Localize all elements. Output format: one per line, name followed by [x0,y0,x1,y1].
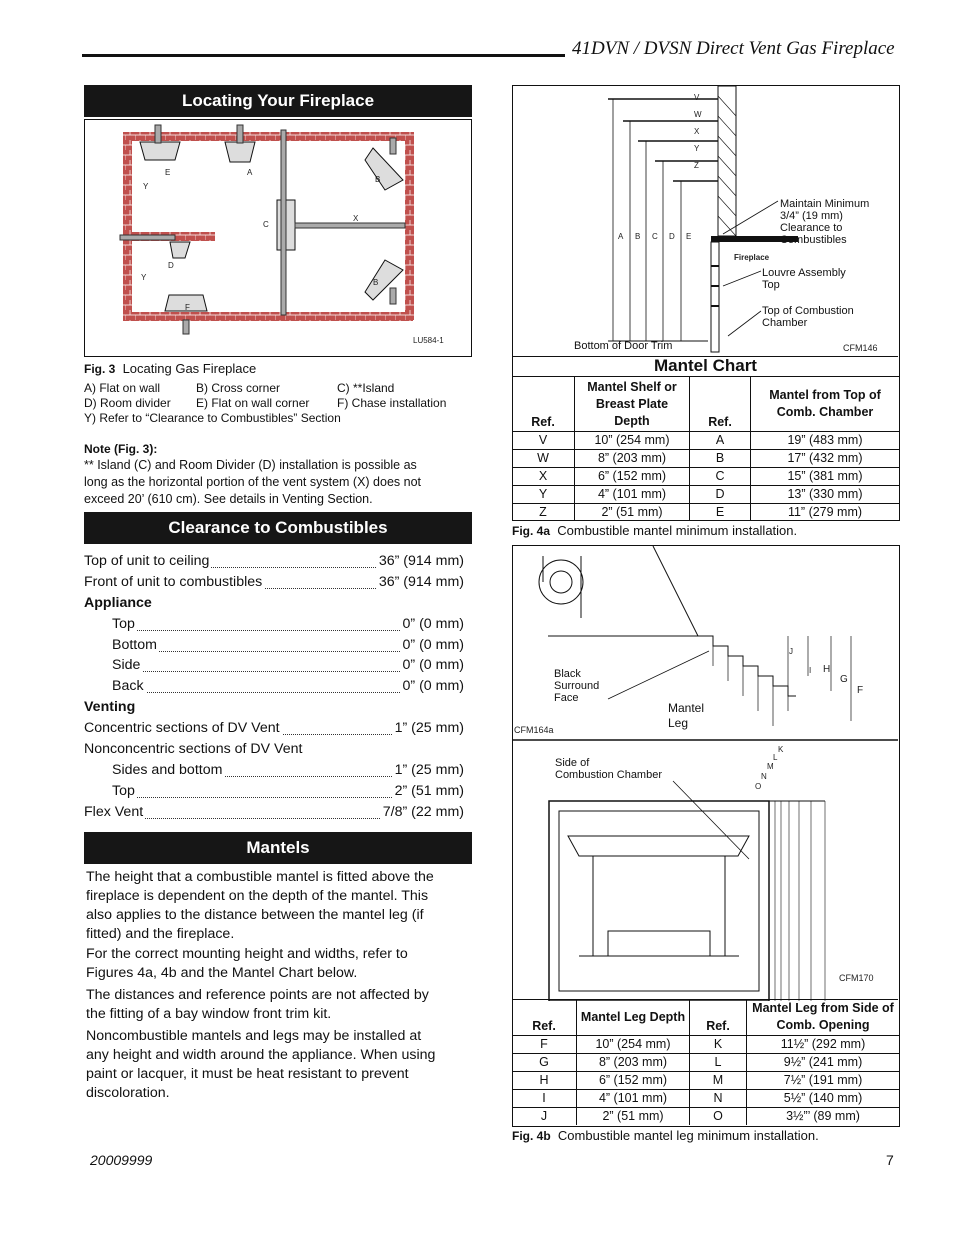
fig4a-code: CFM146 [843,343,878,353]
text-line: Surround [554,680,600,692]
cell: I [512,1090,577,1108]
label-D: D [168,261,174,270]
text-line: Combustion Chamber [555,769,662,781]
clearance-label: Bottom [112,637,157,653]
label-M: M [767,762,774,771]
cell: 17” (432 mm) [751,450,900,468]
cell: 10” (254 mm) [577,1036,690,1054]
mantel-leg-table [512,999,899,1125]
clearance-row [84,551,464,572]
cell: 5½” (140 mm) [747,1090,900,1108]
label-H: H [823,664,831,675]
label-B: B [635,232,641,241]
clearance-label: Top [112,616,135,632]
label-B1: B [375,175,381,184]
label-W: W [694,110,702,119]
fig4b-text: Combustible mantel leg minimum installation. [557,1128,819,1143]
text-line: fireplace is dependent on the depth of the mantel. This [86,888,429,904]
col-header: Ref. [512,999,577,1036]
fig4b-code2: CFM170 [839,973,874,983]
mantels-paragraph-4 [86,1027,472,1103]
clearance-value: 1” (25 mm) [393,760,464,781]
label-V: V [694,93,700,102]
note-line-2: long as the horizontal portion of the vent system (X) does not [84,475,421,489]
note-line-3: exceed 20’ (610 cm). See details in Venting Section. [84,492,373,506]
clearance-value: 7/8” (22 mm) [381,802,464,823]
mantel-chart-title: Mantel Chart [654,356,757,375]
text-line: Combustibles [780,234,847,246]
text-line: Top of Combustion [762,305,854,317]
cell: Y [512,486,575,504]
table-row [512,432,899,450]
cell: 2” (51 mm) [577,1108,690,1126]
text-line: the fitting of a bay window front trim kit. [86,1006,332,1022]
label-E: E [165,168,171,177]
text-line: Mantel [668,701,705,715]
maintain-label [780,198,869,246]
mantels-paragraph-1 [86,868,472,944]
cell: 11” (279 mm) [751,504,900,522]
clearance-row [112,655,464,676]
table-header-row [512,377,899,432]
legend-f: F) Chase installation [337,396,447,410]
cell: V [512,432,575,450]
table-row [512,486,899,504]
cell: J [512,1108,577,1126]
cell: G [512,1054,577,1072]
cell: W [512,450,575,468]
fig4b-code1: CFM164a [514,725,554,735]
col-header: Mantel Shelf or Breast Plate Depth [575,377,690,432]
label-Y: Y [694,144,700,153]
mantels-paragraph-3 [86,986,472,1024]
louvre-label [762,267,846,291]
cell: O [690,1108,747,1126]
bottom-label: Bottom of Door Trim [574,340,673,352]
fig3-label: Fig. 3 [84,362,116,376]
note-line-1: ** Island (C) and Room Divider (D) installation is possible as [84,458,417,472]
label-X: X [694,127,700,136]
page-number: 7 [886,1152,894,1168]
col-header: Ref. [690,377,751,432]
topcomb-label [762,305,854,329]
text-line: 3/4” (19 mm) [780,210,843,222]
black-surround-label [554,668,599,704]
clearance-value: 2” (51 mm) [393,781,464,802]
label-I: I [809,666,812,675]
text-line: Face [554,692,579,704]
label-C: C [652,232,658,241]
label-L: L [773,753,778,762]
text-line: paint or lacquer, it must be heat resistant to prevent [86,1066,409,1082]
clearance-label: Top of unit to ceiling [84,553,210,569]
clearance-value: 0” (0 mm) [401,614,464,635]
clearance-row [112,676,464,697]
cell: M [690,1072,747,1090]
text-line: Maintain Minimum [780,198,870,210]
col-header: Mantel Leg Depth [577,999,690,1036]
table-row [512,450,899,468]
label-Z: Z [694,161,699,170]
clearance-row [84,572,464,593]
cell: 7½” (191 mm) [747,1072,900,1090]
clearance-label: Concentric sections of DV Vent [84,720,280,736]
cell: 10” (254 mm) [575,432,690,450]
clearance-label: Sides and bottom [112,762,223,778]
legend-b: B) Cross corner [196,381,281,395]
text-line: Noncombustible mantels and legs may be installed at [86,1028,422,1044]
cell: 11½” (292 mm) [747,1036,900,1054]
fig3-caption [84,361,256,376]
label-J: J [789,647,793,656]
clearance-row [112,781,464,802]
text-line: For the correct mounting height and widths, refer to [86,946,408,962]
page-title: 41DVN / DVSN Direct Vent Gas Fireplace [572,38,895,59]
clearance-value: 36” (914 mm) [377,572,464,593]
nonconcentric-heading: Nonconcentric sections of DV Vent [84,741,303,757]
label-Y2: Y [141,273,147,282]
text-line: Clearance to [780,222,843,234]
section-band-clearance: Clearance to Combustibles [84,512,472,544]
cell: 2” (51 mm) [575,504,690,522]
cell: 15” (381 mm) [751,468,900,486]
fig3-diagram [84,119,472,357]
table-row [512,468,899,486]
text-line: any height and width around the appliance. When using [86,1047,436,1063]
table-row [512,1072,899,1090]
fig4a-text: Combustible mantel minimum installation. [557,523,798,538]
fig3-text: Locating Gas Fireplace [122,361,257,376]
text-line: The distances and reference points are not affected by [86,987,429,1003]
text-line: fitted) and the fireplace. [86,926,235,942]
table-row [512,1108,899,1126]
fig4b-caption [512,1128,819,1143]
cell: A [690,432,751,450]
legend-e: E) Flat on wall corner [196,396,310,410]
clearance-label: Front of unit to combustibles [84,574,263,590]
label-K: K [778,745,784,754]
clearance-row [84,718,464,739]
legend-d: D) Room divider [84,396,171,410]
cell: B [690,450,751,468]
cell: L [690,1054,747,1072]
clearance-label: Back [112,678,144,694]
cell: C [690,468,751,486]
label-N: N [761,772,767,781]
label-D: D [669,232,675,241]
text-line: Chamber [762,317,808,329]
clearance-label: Side [112,657,141,673]
side-chamber-label [555,757,662,781]
label-A: A [247,168,253,177]
cell: Z [512,504,575,522]
text-line: Top [762,279,780,291]
cell: 6” (152 mm) [577,1072,690,1090]
text-line: Louvre Assembly [762,267,846,279]
legend-a: A) Flat on wall [84,381,161,395]
text-line: Figures 4a, 4b and the Mantel Chart below. [86,965,358,981]
appliance-heading: Appliance [84,595,152,611]
clearance-value: 0” (0 mm) [401,655,464,676]
cell: 9½” (241 mm) [747,1054,900,1072]
clearance-value: 0” (0 mm) [401,635,464,656]
fireplace-label: Fireplace [734,253,770,262]
section-band-mantels: Mantels [84,832,472,864]
diagram-code: LU584-1 [413,336,444,345]
col-header: Ref. [690,999,747,1036]
cell: 8” (203 mm) [575,450,690,468]
fig4a-panel [512,85,900,521]
cell: N [690,1090,747,1108]
header-rule [82,54,565,57]
text-line: Black [554,668,581,680]
fig4b-panel [512,545,900,1127]
table-row [512,1054,899,1072]
mantel-leg-label [668,701,704,731]
floorplan-svg [85,120,470,355]
clearance-label: Top [112,783,135,799]
label-A: A [618,232,624,241]
cell: D [690,486,751,504]
cell: 8” (203 mm) [577,1054,690,1072]
clearance-row [112,614,464,635]
text-line: The height that a combustible mantel is fitted above the [86,869,434,885]
text-line: Side of [555,757,590,769]
text-line: also applies to the distance between the mantel leg (if [86,907,424,923]
col-header: Mantel from Top of Comb. Chamber [751,377,900,432]
label-X: X [353,214,359,223]
col-header: Mantel Leg from Side of Comb. Opening [747,999,900,1036]
cell: E [690,504,751,522]
section-band-locating: Locating Your Fireplace [84,85,472,117]
clearance-row [84,802,464,823]
mantels-paragraph-2 [86,945,472,983]
col-header: Ref. [512,377,575,432]
cell: X [512,468,575,486]
venting-heading: Venting [84,699,136,715]
cell: 13” (330 mm) [751,486,900,504]
clearance-label: Flex Vent [84,804,144,820]
fig4a-label: Fig. 4a [512,524,551,538]
document-number: 20009999 [90,1152,153,1168]
cell: 4” (101 mm) [575,486,690,504]
label-E: E [686,232,692,241]
cell: 4” (101 mm) [577,1090,690,1108]
label-Y1: Y [143,182,149,191]
cell: 3½”’ (89 mm) [747,1108,900,1126]
cell: K [690,1036,747,1054]
table-row [512,1036,899,1054]
clearance-value: 1” (25 mm) [393,718,464,739]
fig4b-label: Fig. 4b [512,1129,551,1143]
fig4a-caption [512,523,797,538]
text-line: Leg [668,716,689,730]
clearance-row [112,635,464,656]
cell: 6” (152 mm) [575,468,690,486]
clearance-value: 0” (0 mm) [401,676,464,697]
clearance-row [112,760,464,781]
legend-c: C) **Island [337,381,395,395]
cell: 19” (483 mm) [751,432,900,450]
cell: F [512,1036,577,1054]
table-row [512,1090,899,1108]
label-F: F [857,685,864,696]
cell: H [512,1072,577,1090]
clearance-value: 36” (914 mm) [377,551,464,572]
label-G: G [840,674,848,685]
table-header-row [512,999,899,1036]
table-row [512,504,899,522]
label-C: C [263,220,269,229]
label-O: O [755,782,762,791]
note-title: Note (Fig. 3): [84,442,158,456]
legend-y: Y) Refer to “Clearance to Combustibles” Section [84,411,341,425]
text-line: discoloration. [86,1085,170,1101]
label-F: F [185,303,190,312]
mantel-chart-table [512,376,899,521]
label-B2: B [373,278,379,287]
